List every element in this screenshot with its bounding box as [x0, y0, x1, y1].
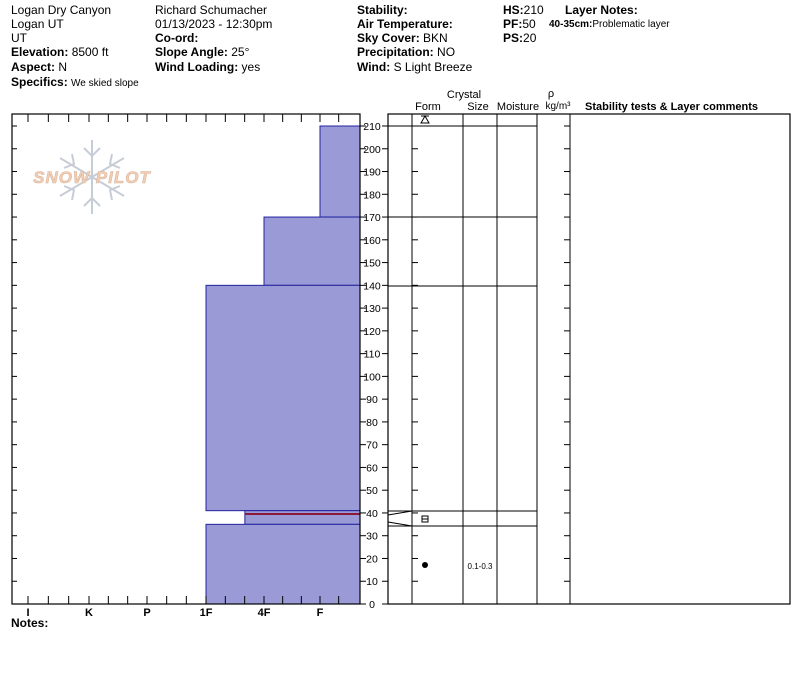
depth-label-60: 60: [366, 462, 378, 475]
aspect-value: N: [58, 60, 68, 74]
specifics-label: Specifics:: [11, 75, 68, 89]
ps-value: 20: [523, 31, 537, 45]
hardness-layers: [206, 126, 360, 604]
layer-notes-range: 40-35cm:: [549, 19, 593, 30]
depth-label-170: 170: [363, 212, 381, 225]
depth-label-130: 130: [363, 303, 381, 316]
stability-label: Stability:: [357, 3, 408, 17]
pf-label: PF:: [503, 17, 523, 31]
snowpilot-logo: [33, 140, 151, 214]
state: UT: [11, 31, 27, 45]
hs-label: HS:: [503, 3, 524, 17]
observer: Richard Schumacher: [155, 3, 268, 17]
depth-label-50: 50: [366, 485, 378, 498]
hardness-label-F: F: [316, 607, 324, 619]
hardness-layer-2: [206, 285, 360, 510]
datetime: 01/13/2023 - 12:30pm: [155, 17, 273, 31]
sky-value: BKN: [423, 31, 448, 45]
wind-value: S Light Breeze: [393, 60, 473, 74]
hardness-label-K: K: [85, 607, 93, 619]
aspect-label: Aspect:: [11, 60, 56, 74]
depth-label-150: 150: [363, 257, 381, 270]
coord-label: Co-ord:: [155, 31, 199, 45]
elevation-label: Elevation:: [11, 45, 69, 59]
wind-label: Wind:: [357, 60, 391, 74]
connector-35: [388, 522, 412, 526]
connector-41: [388, 511, 412, 515]
hardness-layer-1: [264, 217, 360, 285]
region: Logan UT: [11, 17, 64, 31]
depth-label-40: 40: [366, 507, 378, 520]
depth-label-180: 180: [363, 189, 381, 202]
depth-label-190: 190: [363, 166, 381, 179]
specifics-value: We skied slope: [71, 78, 139, 89]
depth-label-110: 110: [363, 348, 381, 361]
surface-hoar-triangle: [421, 116, 429, 123]
hardness-label-I: I: [26, 607, 30, 619]
moisture-header: Moisture: [496, 101, 540, 113]
depth-label-20: 20: [366, 553, 378, 566]
pf-value: 50: [522, 17, 536, 31]
crystal-table: [388, 114, 570, 604]
depth-label-210: 210: [363, 121, 381, 133]
comments-header: Stability tests & Layer comments: [585, 101, 759, 113]
sky-label: Sky Cover:: [357, 31, 420, 45]
depth-label-0: 0: [369, 599, 375, 611]
depth-label-30: 30: [366, 530, 378, 543]
crystal-frame: [388, 114, 790, 604]
notes-label: Notes:: [11, 616, 49, 630]
size-header: Size: [467, 101, 489, 113]
crystal-size-label: 0.1-0.3: [467, 562, 493, 571]
slope-label: Slope Angle:: [155, 45, 228, 59]
depth-label-200: 200: [363, 143, 381, 156]
crystal-header: Crystal: [446, 89, 482, 101]
faceted-rounded-icon: [422, 516, 428, 522]
hardness-layer-0: [320, 126, 360, 217]
depth-label-80: 80: [366, 416, 378, 429]
layer-notes-label: Layer Notes:: [565, 3, 638, 17]
depth-label-10: 10: [366, 576, 378, 589]
rounded-grain-icon: [422, 562, 428, 568]
depth-label-70: 70: [366, 439, 378, 452]
depth-label-90: 90: [366, 394, 378, 407]
precip-value: NO: [437, 45, 456, 59]
hardness-layer-4: [206, 524, 360, 604]
hs-value: 210: [523, 3, 544, 17]
depth-label-100: 100: [363, 371, 381, 384]
wind-loading-label: Wind Loading:: [155, 60, 239, 74]
logo-text: SNOW PILOT: [33, 168, 151, 187]
hardness-label-1F: 1F: [199, 607, 213, 619]
hardness-label-4F: 4F: [257, 607, 271, 619]
density-unit-header: kg/m³: [545, 101, 571, 112]
form-header: Form: [415, 101, 441, 113]
hardness-label-P: P: [143, 607, 151, 619]
location: Logan Dry Canyon: [11, 3, 112, 17]
ps-label: PS:: [503, 31, 524, 45]
layer-notes-text: Problematic layer: [592, 19, 670, 30]
elevation-value: 8500 ft: [71, 45, 109, 59]
surface-hoar-icon: [421, 116, 429, 123]
depth-label-160: 160: [363, 234, 381, 247]
wind-loading-value: yes: [241, 60, 261, 74]
precip-label: Precipitation:: [357, 45, 434, 59]
rho-header: ρ: [547, 88, 555, 100]
hardness-layer-3: [245, 511, 360, 525]
air-temp-label: Air Temperature:: [357, 17, 453, 31]
depth-label-120: 120: [363, 325, 381, 338]
depth-label-140: 140: [363, 280, 381, 293]
slope-value: 25°: [231, 45, 250, 59]
